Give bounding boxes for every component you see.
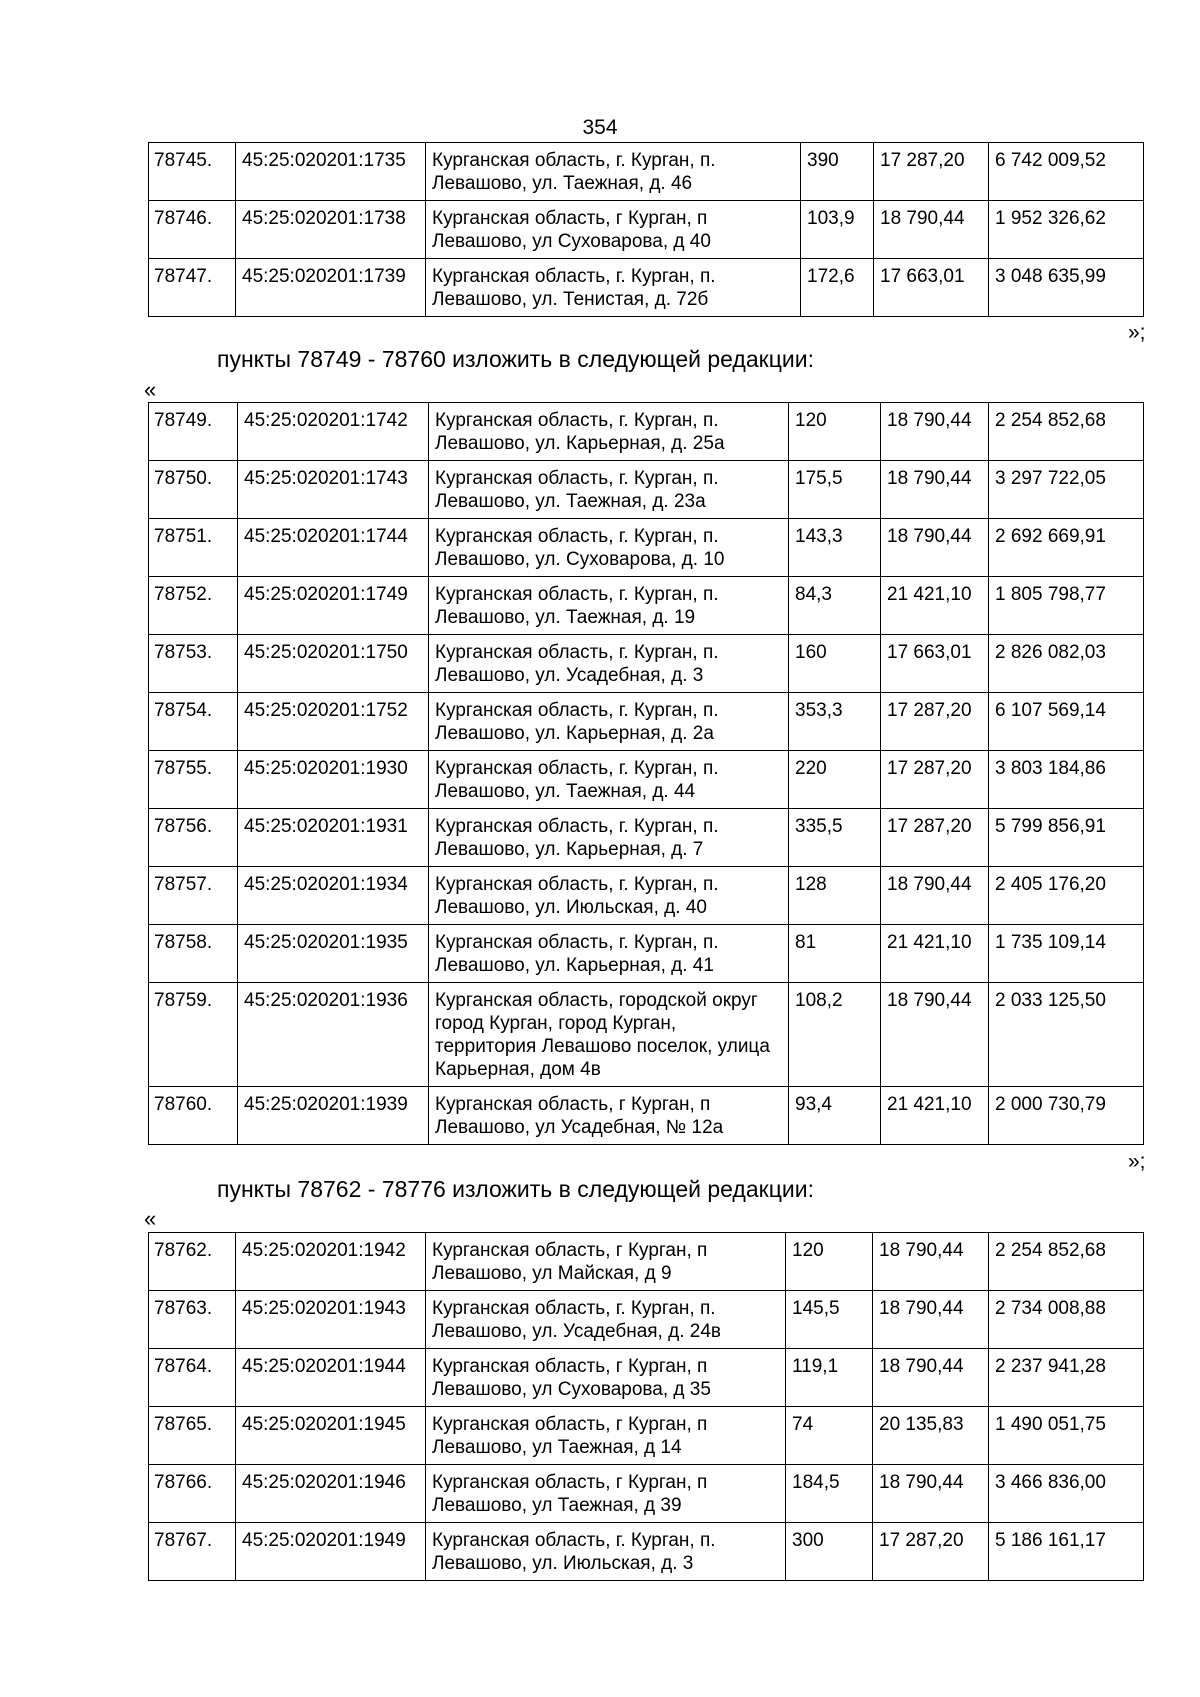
specific-value-cell: 18 790,44 xyxy=(873,1465,989,1523)
specific-value-cell: 17 287,20 xyxy=(881,809,989,867)
table-row xyxy=(149,143,1144,201)
area-cell: 353,3 xyxy=(789,693,881,751)
row-number-cell: 78760. xyxy=(149,1087,238,1145)
table-row xyxy=(149,1349,1144,1407)
specific-value-cell: 18 790,44 xyxy=(881,461,989,519)
table-row xyxy=(149,1087,1144,1145)
cadastral-value-cell: 1 805 798,77 xyxy=(989,577,1144,635)
area-cell: 335,5 xyxy=(789,809,881,867)
specific-value-cell: 18 790,44 xyxy=(881,519,989,577)
row-number-cell: 78747. xyxy=(149,259,236,317)
table-row xyxy=(149,519,1144,577)
row-number-cell: 78759. xyxy=(149,983,238,1087)
row-number-cell: 78763. xyxy=(149,1291,236,1349)
table-row xyxy=(149,693,1144,751)
cadastral-value-cell: 3 466 836,00 xyxy=(989,1465,1144,1523)
cadastral-value-cell: 6 107 569,14 xyxy=(989,693,1144,751)
address-cell: Курганская область, г Курган, п Левашово, ул Суховарова, д 40 xyxy=(426,201,801,259)
area-cell: 128 xyxy=(789,867,881,925)
area-cell: 184,5 xyxy=(786,1465,873,1523)
specific-value-cell: 17 663,01 xyxy=(874,259,989,317)
area-cell: 172,6 xyxy=(801,259,874,317)
cadastral-value-cell: 2 734 008,88 xyxy=(989,1291,1144,1349)
specific-value-cell: 17 287,20 xyxy=(881,751,989,809)
address-cell: Курганская область, г. Курган, п. Левашово, ул. Таежная, д. 44 xyxy=(429,751,789,809)
cadastral-value-cell: 5 799 856,91 xyxy=(989,809,1144,867)
area-cell: 119,1 xyxy=(786,1349,873,1407)
row-number-cell: 78758. xyxy=(149,925,238,983)
row-number-cell: 78752. xyxy=(149,577,238,635)
cadastral-value-cell: 2 237 941,28 xyxy=(989,1349,1144,1407)
table-row xyxy=(149,925,1144,983)
cadastral-value-cell: 3 048 635,99 xyxy=(989,259,1144,317)
area-cell: 120 xyxy=(786,1233,873,1291)
row-number-cell: 78751. xyxy=(149,519,238,577)
area-cell: 81 xyxy=(789,925,881,983)
cadastral-value-cell: 2 254 852,68 xyxy=(989,1233,1144,1291)
specific-value-cell: 21 421,10 xyxy=(881,577,989,635)
row-number-cell: 78756. xyxy=(149,809,238,867)
table-row xyxy=(149,577,1144,635)
area-cell: 390 xyxy=(801,143,874,201)
cadastral-value-cell: 2 000 730,79 xyxy=(989,1087,1144,1145)
cadastral-number-cell: 45:25:020201:1749 xyxy=(238,577,429,635)
row-number-cell: 78765. xyxy=(149,1407,236,1465)
address-cell: Курганская область, г. Курган, п. Левашово, ул. Усадебная, д. 3 xyxy=(429,635,789,693)
table-row xyxy=(149,809,1144,867)
area-cell: 143,3 xyxy=(789,519,881,577)
opening-quote-mark: « xyxy=(144,1206,157,1231)
row-number-cell: 78754. xyxy=(149,693,238,751)
cadastral-number-cell: 45:25:020201:1739 xyxy=(236,259,426,317)
cadastral-number-cell: 45:25:020201:1930 xyxy=(238,751,429,809)
area-cell: 108,2 xyxy=(789,983,881,1087)
row-number-cell: 78745. xyxy=(149,143,236,201)
area-cell: 120 xyxy=(789,403,881,461)
closing-quote-mark: »; xyxy=(1128,321,1146,344)
cadastral-number-cell: 45:25:020201:1944 xyxy=(236,1349,426,1407)
cadastral-number-cell: 45:25:020201:1743 xyxy=(238,461,429,519)
cadastral-number-cell: 45:25:020201:1949 xyxy=(236,1523,426,1581)
specific-value-cell: 18 790,44 xyxy=(874,201,989,259)
cadastral-number-cell: 45:25:020201:1942 xyxy=(236,1233,426,1291)
table-row xyxy=(149,1465,1144,1523)
row-number-cell: 78749. xyxy=(149,403,238,461)
cadastral-number-cell: 45:25:020201:1943 xyxy=(236,1291,426,1349)
table-row xyxy=(149,403,1144,461)
area-cell: 93,4 xyxy=(789,1087,881,1145)
specific-value-cell: 18 790,44 xyxy=(873,1233,989,1291)
amendment-instruction: пункты 78749 - 78760 изложить в следующей редакции: xyxy=(217,346,814,372)
address-cell: Курганская область, г. Курган, п. Левашово, ул. Таежная, д. 19 xyxy=(429,577,789,635)
row-number-cell: 78746. xyxy=(149,201,236,259)
address-cell: Курганская область, городской округ город Курган, город Курган, территория Левашово поселок, улица Карьерная, дом 4в xyxy=(429,983,789,1087)
cadastral-number-cell: 45:25:020201:1939 xyxy=(238,1087,429,1145)
cadastral-number-cell: 45:25:020201:1738 xyxy=(236,201,426,259)
specific-value-cell: 21 421,10 xyxy=(881,925,989,983)
cadastral-number-cell: 45:25:020201:1945 xyxy=(236,1407,426,1465)
address-cell: Курганская область, г. Курган, п. Левашово, ул. Карьерная, д. 25а xyxy=(429,403,789,461)
registry-table-1 xyxy=(148,142,1144,317)
specific-value-cell: 18 790,44 xyxy=(873,1291,989,1349)
area-cell: 160 xyxy=(789,635,881,693)
address-cell: Курганская область, г. Курган, п. Левашово, ул. Карьерная, д. 2а xyxy=(429,693,789,751)
table-row xyxy=(149,1407,1144,1465)
address-cell: Курганская область, г Курган, п Левашово, ул Суховарова, д 35 xyxy=(426,1349,786,1407)
row-number-cell: 78755. xyxy=(149,751,238,809)
address-cell: Курганская область, г Курган, п Левашово, ул Усадебная, № 12а xyxy=(429,1087,789,1145)
address-cell: Курганская область, г. Курган, п. Левашово, ул. Тенистая, д. 72б xyxy=(426,259,801,317)
cadastral-number-cell: 45:25:020201:1934 xyxy=(238,867,429,925)
cadastral-value-cell: 1 735 109,14 xyxy=(989,925,1144,983)
cadastral-number-cell: 45:25:020201:1742 xyxy=(238,403,429,461)
area-cell: 300 xyxy=(786,1523,873,1581)
table-row xyxy=(149,983,1144,1087)
specific-value-cell: 17 287,20 xyxy=(881,693,989,751)
area-cell: 84,3 xyxy=(789,577,881,635)
table-row xyxy=(149,1233,1144,1291)
address-cell: Курганская область, г Курган, п Левашово, ул Таежная, д 39 xyxy=(426,1465,786,1523)
specific-value-cell: 20 135,83 xyxy=(873,1407,989,1465)
row-number-cell: 78757. xyxy=(149,867,238,925)
cadastral-number-cell: 45:25:020201:1752 xyxy=(238,693,429,751)
specific-value-cell: 18 790,44 xyxy=(873,1349,989,1407)
cadastral-number-cell: 45:25:020201:1744 xyxy=(238,519,429,577)
closing-quote-mark: »; xyxy=(1128,1150,1146,1173)
address-cell: Курганская область, г Курган, п Левашово, ул Майская, д 9 xyxy=(426,1233,786,1291)
cadastral-value-cell: 6 742 009,52 xyxy=(989,143,1144,201)
cadastral-value-cell: 3 297 722,05 xyxy=(989,461,1144,519)
table-row xyxy=(149,259,1144,317)
table-row xyxy=(149,1291,1144,1349)
cadastral-value-cell: 2 254 852,68 xyxy=(989,403,1144,461)
cadastral-value-cell: 2 033 125,50 xyxy=(989,983,1144,1087)
cadastral-value-cell: 2 405 176,20 xyxy=(989,867,1144,925)
table-row xyxy=(149,1523,1144,1581)
specific-value-cell: 17 287,20 xyxy=(874,143,989,201)
amendment-instruction: пункты 78762 - 78776 изложить в следующей редакции: xyxy=(217,1176,814,1202)
row-number-cell: 78766. xyxy=(149,1465,236,1523)
specific-value-cell: 18 790,44 xyxy=(881,403,989,461)
row-number-cell: 78767. xyxy=(149,1523,236,1581)
table-row xyxy=(149,867,1144,925)
cadastral-number-cell: 45:25:020201:1735 xyxy=(236,143,426,201)
specific-value-cell: 18 790,44 xyxy=(881,983,989,1087)
address-cell: Курганская область, г Курган, п Левашово, ул Таежная, д 14 xyxy=(426,1407,786,1465)
specific-value-cell: 18 790,44 xyxy=(881,867,989,925)
table-row xyxy=(149,635,1144,693)
address-cell: Курганская область, г. Курган, п. Левашово, ул. Карьерная, д. 41 xyxy=(429,925,789,983)
specific-value-cell: 21 421,10 xyxy=(881,1087,989,1145)
area-cell: 220 xyxy=(789,751,881,809)
cadastral-number-cell: 45:25:020201:1750 xyxy=(238,635,429,693)
cadastral-value-cell: 2 826 082,03 xyxy=(989,635,1144,693)
row-number-cell: 78753. xyxy=(149,635,238,693)
area-cell: 74 xyxy=(786,1407,873,1465)
area-cell: 103,9 xyxy=(801,201,874,259)
row-number-cell: 78750. xyxy=(149,461,238,519)
opening-quote-mark: « xyxy=(144,377,157,402)
address-cell: Курганская область, г. Курган, п. Левашово, ул. Таежная, д. 46 xyxy=(426,143,801,201)
row-number-cell: 78764. xyxy=(149,1349,236,1407)
cadastral-value-cell: 5 186 161,17 xyxy=(989,1523,1144,1581)
cadastral-number-cell: 45:25:020201:1931 xyxy=(238,809,429,867)
registry-table-3 xyxy=(148,1232,1144,1581)
cadastral-value-cell: 2 692 669,91 xyxy=(989,519,1144,577)
area-cell: 145,5 xyxy=(786,1291,873,1349)
page-number: 354 xyxy=(582,116,618,139)
address-cell: Курганская область, г. Курган, п. Левашово, ул. Июльская, д. 3 xyxy=(426,1523,786,1581)
cadastral-number-cell: 45:25:020201:1936 xyxy=(238,983,429,1087)
address-cell: Курганская область, г. Курган, п. Левашово, ул. Июльская, д. 40 xyxy=(429,867,789,925)
cadastral-number-cell: 45:25:020201:1935 xyxy=(238,925,429,983)
table-row xyxy=(149,201,1144,259)
cadastral-value-cell: 3 803 184,86 xyxy=(989,751,1144,809)
address-cell: Курганская область, г. Курган, п. Левашово, ул. Суховарова, д. 10 xyxy=(429,519,789,577)
cadastral-value-cell: 1 952 326,62 xyxy=(989,201,1144,259)
cadastral-value-cell: 1 490 051,75 xyxy=(989,1407,1144,1465)
table-row xyxy=(149,461,1144,519)
specific-value-cell: 17 287,20 xyxy=(873,1523,989,1581)
address-cell: Курганская область, г. Курган, п. Левашово, ул. Карьерная, д. 7 xyxy=(429,809,789,867)
row-number-cell: 78762. xyxy=(149,1233,236,1291)
specific-value-cell: 17 663,01 xyxy=(881,635,989,693)
cadastral-number-cell: 45:25:020201:1946 xyxy=(236,1465,426,1523)
address-cell: Курганская область, г. Курган, п. Левашово, ул. Усадебная, д. 24в xyxy=(426,1291,786,1349)
table-row xyxy=(149,751,1144,809)
address-cell: Курганская область, г. Курган, п. Левашово, ул. Таежная, д. 23а xyxy=(429,461,789,519)
area-cell: 175,5 xyxy=(789,461,881,519)
registry-table-2 xyxy=(148,402,1144,1145)
